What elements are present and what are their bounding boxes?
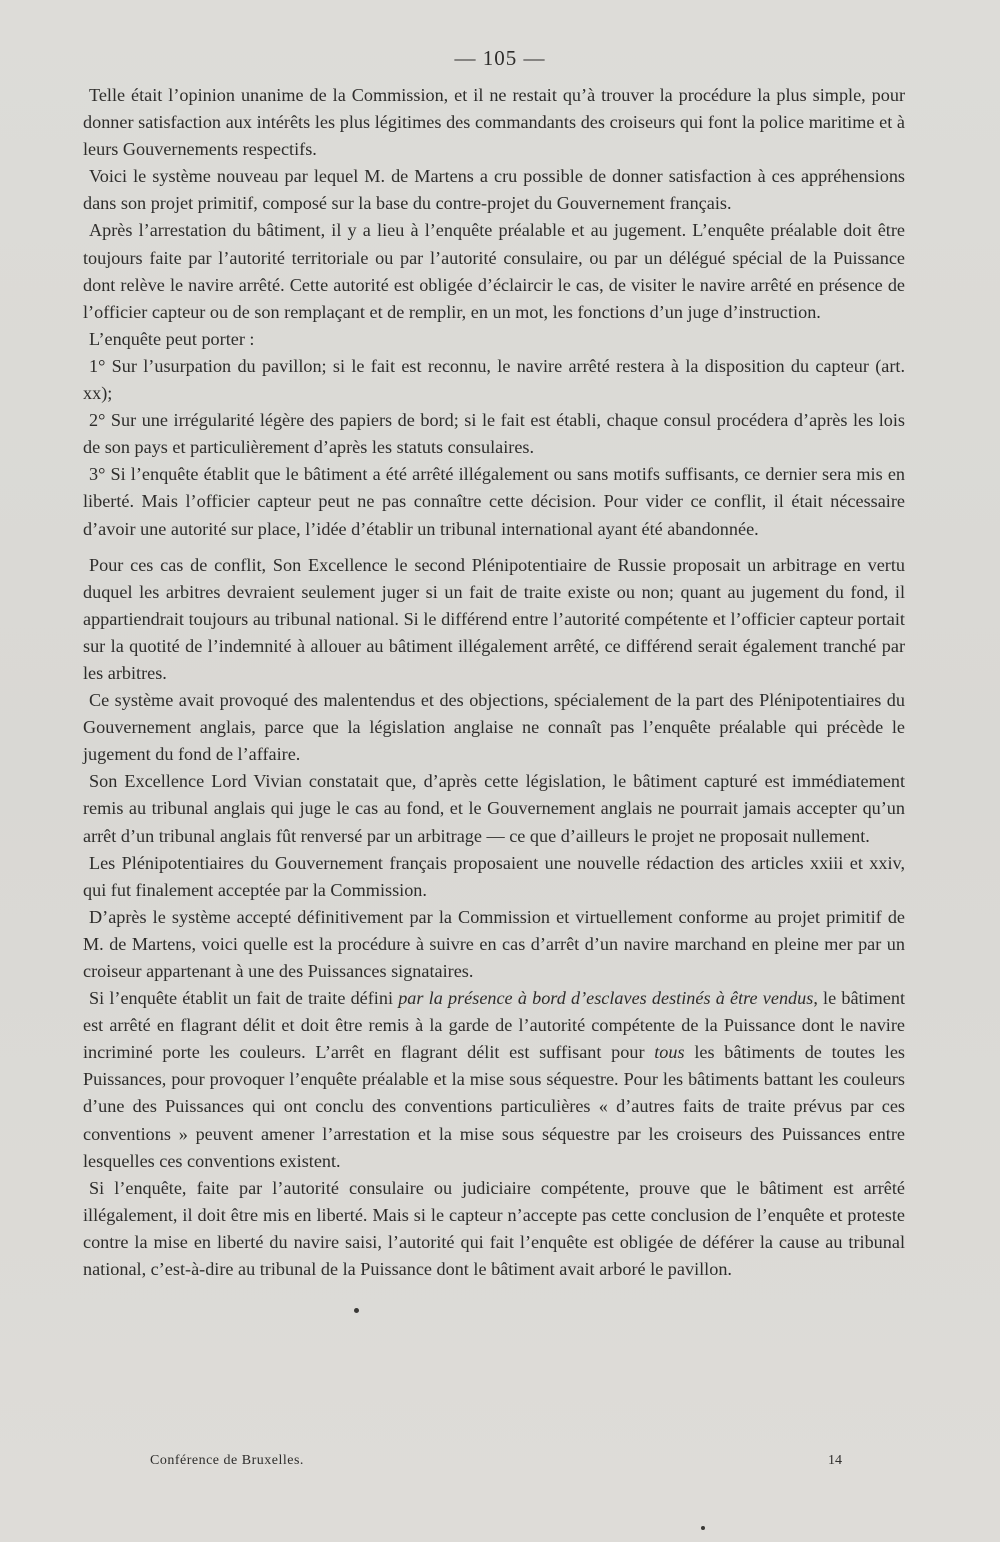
paragraph: Voici le système nouveau par lequel M. de Martens a cru possible de donner satisfaction à ces appréhensions dans son projet primitif, composé sur la base du contre-projet du Gouvernement français. [83, 166, 905, 214]
text-run: les bâtiments de toutes les Puissances, pour provoquer l’enquête préalable et la mise sous séquestre. Pour les bâtiments battant les couleurs d’une des Puissances qui ont conclu des conventions particulières « d’autres faits de traite prévus par ces conventions » peuvent amener l’arrestation et la mise sous séquestre par les croiseurs des Puissances entre lesquelles ces conventions existent. [83, 1042, 905, 1171]
paragraph [83, 985, 905, 1175]
footer-title: Conférence de Bruxelles. [150, 1453, 304, 1468]
paragraph: Ce système avait provoqué des malentendus et des objections, spécialement de la part des Plénipotentiaires du Gouvernement anglais, parce que la législation anglaise ne connaît pas l’enquête préalable qui précède le jugement du fond de l’affaire. [83, 690, 905, 765]
paragraph: Si l’enquête, faite par l’autorité consulaire ou judiciaire compétente, prouve que le bâtiment est arrêté illégalement, il doit être mis en liberté. Mais si le capteur n’accepte pas cette conclusion de l’enquête et proteste contre la mise en liberté du navire saisi, l’autorité qui fait l’enquête est obligée de déférer la cause au tribunal national, c’est-à-dire au tribunal de la Puissance dont le bâtiment avait arboré le pavillon. [83, 1177, 905, 1280]
italic-text: tous [654, 1042, 685, 1063]
text-run: , le bâtiment est arrêté en flagrant délit et doit être remis à la garde de l’autorité compétente de la Puissance dont le navire incriminé porte les couleurs. L’arrêt en flagrant délit est suffisant pour [83, 988, 906, 1063]
italic-text: par la présence à bord d’esclaves destinés à être vendus [398, 988, 814, 1009]
paragraph: D’après le système accepté définitivement par la Commission et virtuellement conforme au projet primitif de M. de Martens, voici quelle est la procédure à suivre en cas d’arrêt d’un navire marchand en pleine mer par un croiseur appartenant à une des Puissances signataires. [83, 906, 905, 981]
paragraph: Telle était l’opinion unanime de la Commission, et il ne restait qu’à trouver la procédure la plus simple, pour donner satisfaction aux intérêts les plus légitimes des commandants des croiseurs qui font la police maritime et à leurs Gouvernements respectifs. [83, 85, 905, 160]
page-number: — 105 — [454, 46, 546, 70]
paragraph: 3° Si l’enquête établit que le bâtiment a été arrêté illégalement ou sans motifs suffisants, ce dernier sera mis en liberté. Mais l’officier capteur peut ne pas connaître cette décision. Pour vider ce conflit, il était nécessaire d’avoir une autorité sur place, l’idée d’établir un tribunal international ayant été abandonnée. [83, 464, 905, 539]
paragraph: 2° Sur une irrégularité légère des papiers de bord; si le fait est établi, chaque consul procédera d’après les lois de son pays et particulièrement d’après les statuts consulaires. [83, 410, 905, 458]
text-run: Si l’enquête établit un fait de traite défini [89, 988, 399, 1009]
body-text [83, 82, 905, 1283]
paragraph: 1° Sur l’usurpation du pavillon; si le fait est reconnu, le navire arrêté restera à la disposition du capteur (art. xx); [83, 355, 905, 404]
paragraph: Après l’arrestation du bâtiment, il y a lieu à l’enquête préalable et au jugement. L’enquête préalable doit être toujours faite par l’autorité territoriale ou par l’autorité consulaire, ou par un délégué spécial de la Puissance dont relève le navire arrêté. Cette autorité est obligée d’éclaircir le cas, de visiter le navire arrêté en présence de l’officier capteur ou de son remplaçant et de remplir, en un mot, les fonctions d’un juge d’instruction. [83, 220, 905, 322]
paragraph: Pour ces cas de conflit, Son Excellence le second Plénipotentiaire de Russie proposait un arbitrage en vertu duquel les arbitres devraient seulement juger si un fait de traite existe ou non; quant au jugement du fond, il appartiendrait toujours au tribunal national. Si le différend entre l’autorité compétente et l’officier capteur portait sur la quotité de l’indemnité à allouer au bâtiment illégalement arrêté, ce différend serait également tranché par les arbitres. [83, 554, 905, 683]
ink-speck [701, 1526, 705, 1530]
paragraph: Les Plénipotentiaires du Gouvernement français proposaient une nouvelle rédaction des articles xxiii et xxiv, qui fut finalement acceptée par la Commission. [83, 852, 905, 900]
ink-speck [354, 1308, 359, 1313]
signature-mark: 14 [828, 1453, 842, 1468]
paragraph: L’enquête peut porter : [89, 328, 255, 349]
paragraph: Son Excellence Lord Vivian constatait que, d’après cette législation, le bâtiment capturé est immédiatement remis au tribunal anglais qui juge le cas au fond, et le Gouvernement anglais ne pourrait jamais accepter qu’un arrêt d’un tribunal anglais fût renversé par un arbitrage — ce que d’ailleurs le projet ne proposait nullement. [83, 771, 905, 846]
